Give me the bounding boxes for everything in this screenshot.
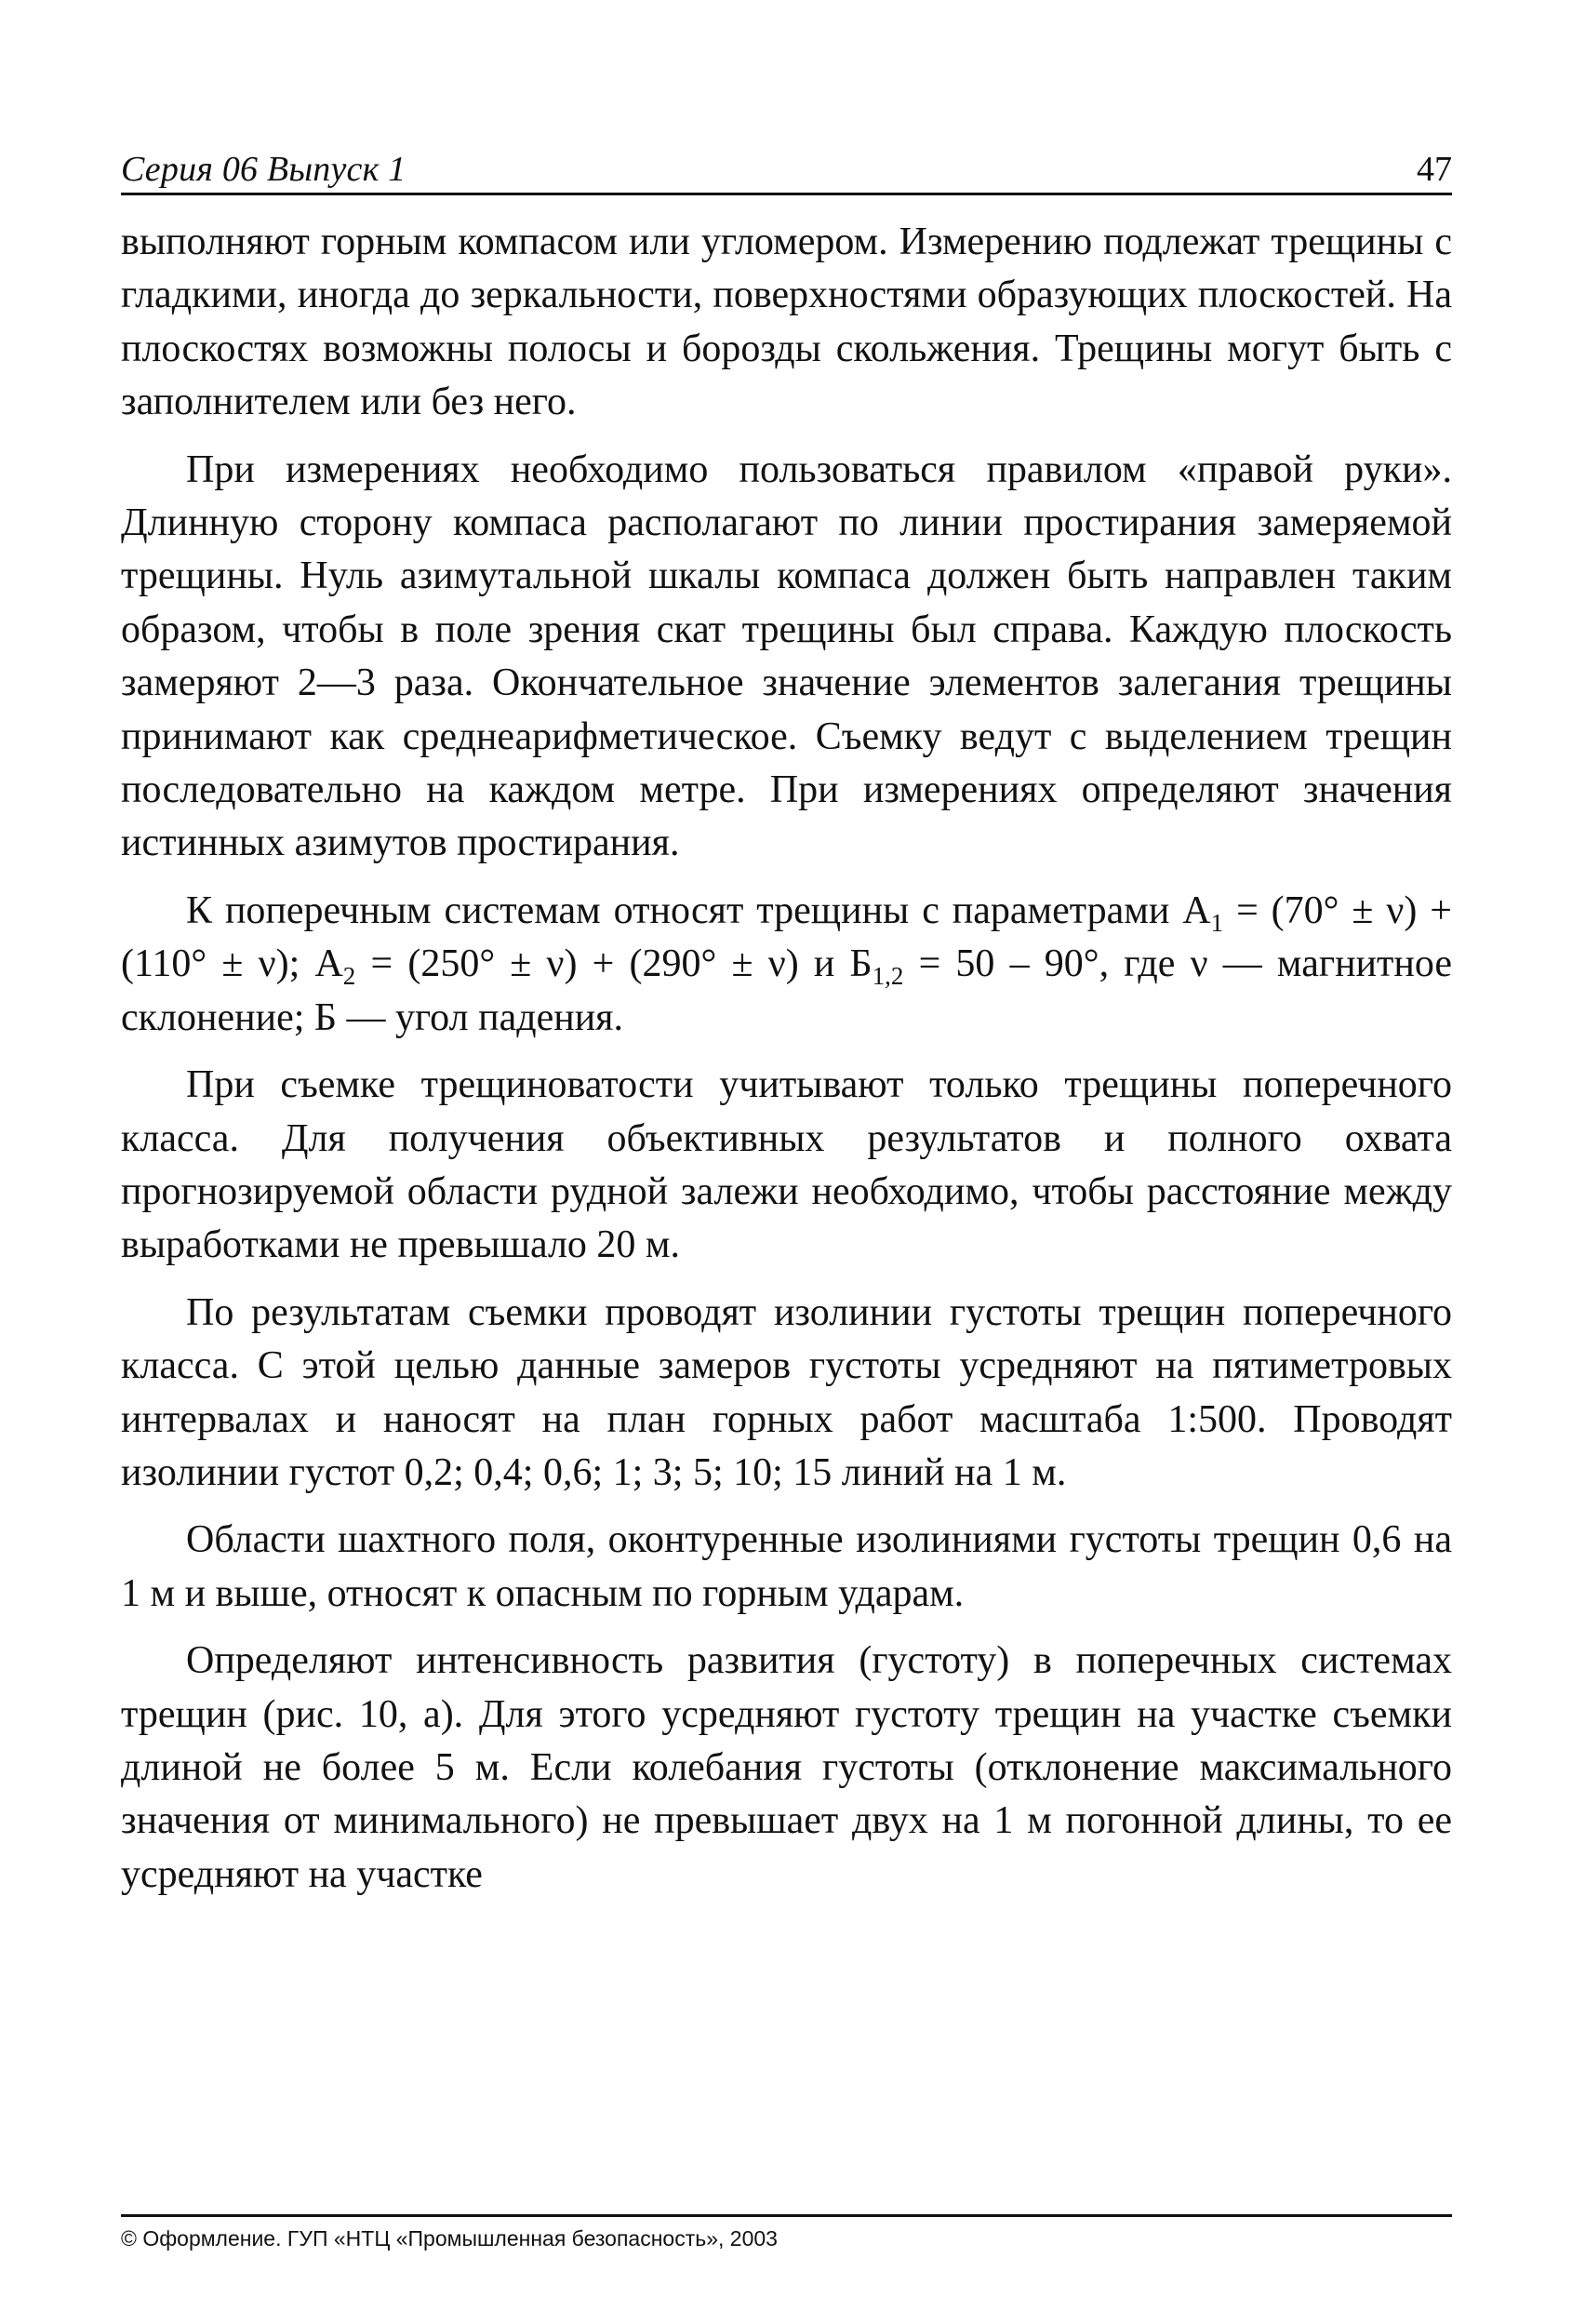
paragraph-4: При съемке трещиноватости учитывают только трещины поперечного класса. Для получения объективных результатов и полного охвата прогнозируемой области рудной залежи необходимо, чтобы расстояние между выработками не превышало 20 м. <box>121 1063 1452 1267</box>
paragraph-5: По результатам съемки проводят изолинии густоты трещин поперечного класса. С этой целью данные замеров густоты усредняют на пятиметровых интервалах и наносят на план горных работ масштаба 1:500. Проводят изолинии густот 0,2; 0,4; 0,6; 1; 3; 5; 10; 15 линий на 1 м. <box>121 1290 1452 1494</box>
formula-a2-letter: А <box>314 942 343 986</box>
series-title: Серия 06 Выпуск 1 <box>121 150 406 189</box>
formula-a2-expression: = (250° ± ν) + (290° ± ν) и <box>355 942 850 986</box>
formula-a1-expression: = (70° ± ν) + (110° ± ν); <box>121 888 1452 986</box>
formula-a2-subscript: 2 <box>342 962 356 991</box>
header-rule <box>121 193 1452 195</box>
paragraph-7: Определяют интенсивность развития (густоту) в поперечных системах трещин (рис. 10, а). Для этого усредняют густоту трещин на участке съемки длиной не более 5 м. Если колебания густоты (отклонение максимального значения от минимального) не превышает двух на 1 м погонной длины, то ее усредняют на участке <box>121 1639 1452 1896</box>
paragraph-1: выполняют горным компасом или угломером. Измерению подлежат трещины с гладкими, иногда до зеркальности, поверхностями образующих плоскостей. На плоскостях возможны полосы и борозды скольжения. Трещины могут быть с заполнителем или без него. <box>121 220 1452 424</box>
formula-b-expression: = 50 – 90°, <box>903 942 1110 986</box>
copyright-notice: © Оформление. ГУП «НТЦ «Промышленная безопасность», 2003 <box>121 2226 778 2251</box>
formula-outro: где ν — магнитное склонение; Б — угол падения. <box>121 942 1453 1039</box>
paragraph-3-formula <box>121 885 1452 1045</box>
paragraph-2: При измерениях необходимо пользоваться правилом «правой руки». Длинную сторону компаса располагают по линии простирания замеряемой трещины. Нуль азимутальной шкалы компаса должен быть направлен таким образом, чтобы в поле зрения скат трещины был справа. Каждую плоскость замеряют 2—3 раза. Окончательное значение элементов залегания трещины принимают как среднеарифметическое. Съемку ведут с выделением трещин последовательно на каждом метре. При измерениях определяют значения истинных азимутов простирания. <box>121 447 1452 865</box>
page-number: 47 <box>1417 150 1452 189</box>
body-text <box>121 216 1452 1916</box>
formula-a1-subscript: 1 <box>1210 908 1224 937</box>
paragraph-6: Области шахтного поля, оконтуренные изолиниями густоты трещин 0,6 на 1 м и выше, относят к опасным по горным ударам. <box>121 1518 1452 1615</box>
running-header <box>121 149 1452 195</box>
footer-rule <box>121 2214 1452 2217</box>
formula-intro: К поперечным системам относят трещины с параметрами <box>186 888 1183 932</box>
formula-b-letter: Б <box>849 942 873 986</box>
formula-b-subscript: 1,2 <box>872 962 904 991</box>
formula-a1-letter: А <box>1182 888 1211 932</box>
page-footer <box>121 2214 1452 2252</box>
